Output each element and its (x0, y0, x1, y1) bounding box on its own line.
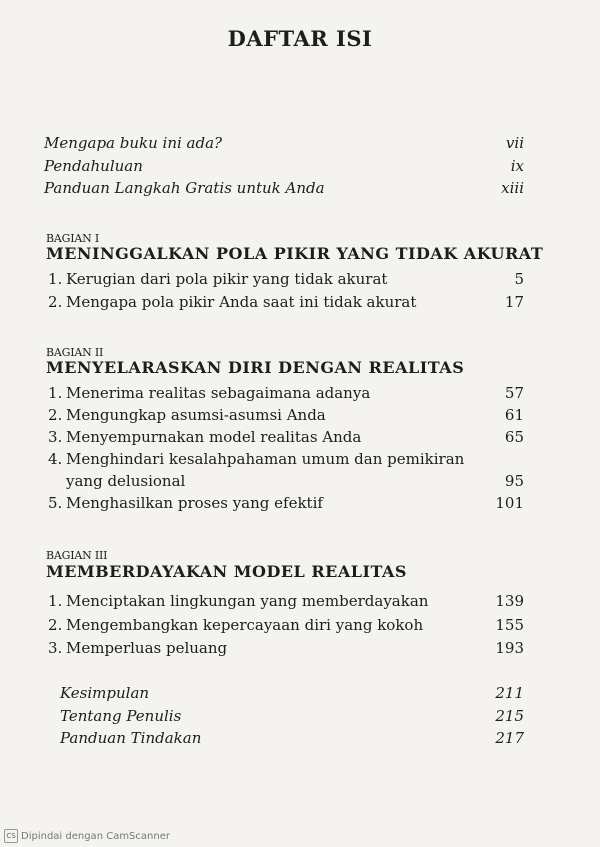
entry-label: Memperluas peluang (66, 639, 228, 657)
toc-entry-back-3 (0, 729, 600, 753)
entry-label: Mengungkap asumsi-asumsi Anda (66, 406, 326, 424)
entry-page: xiii (501, 179, 524, 197)
entry-page: vii (505, 134, 524, 152)
toc-entry-front-1 (0, 134, 600, 158)
entry-label: Menghindari kesalahpahaman umum dan pemikiran (66, 450, 465, 468)
entry-label: Kerugian dari pola pikir yang tidak akurat (66, 270, 388, 288)
entry-label: Menerima realitas sebagaimana adanya (66, 384, 371, 402)
toc-entry-chapter (0, 270, 600, 294)
toc-entry-chapter (0, 616, 600, 640)
entry-page: ix (510, 157, 524, 175)
toc-entry-front-3 (0, 179, 600, 203)
part-label-3: BAGIAN III (46, 549, 108, 562)
chapter-number: 4. (48, 450, 63, 468)
entry-label: Menyempurnakan model realitas Anda (66, 428, 362, 446)
toc-entry-chapter (0, 428, 600, 452)
toc-entry-chapter (0, 406, 600, 430)
chapter-number: 1. (48, 384, 63, 402)
entry-label: Panduan Tindakan (60, 729, 202, 747)
section-title-2: MENYELARASKAN DIRI DENGAN REALITAS (46, 358, 465, 377)
chapter-number: 2. (48, 406, 63, 424)
entry-page: 211 (495, 684, 524, 702)
entry-label: Tentang Penulis (60, 707, 182, 725)
part-label-2: BAGIAN II (46, 346, 104, 359)
chapter-number: 2. (48, 293, 63, 311)
entry-label: Menghasilkan proses yang efektif (66, 494, 323, 512)
chapter-number: 5. (48, 494, 63, 512)
toc-entry-back-2 (0, 707, 600, 731)
part-label-1: BAGIAN I (46, 232, 99, 245)
entry-page: 57 (504, 384, 524, 402)
toc-entry-chapter (0, 384, 600, 408)
chapter-number: 3. (48, 428, 63, 446)
page-title: DAFTAR ISI (227, 26, 373, 51)
toc-entry-chapter (0, 450, 600, 474)
section-title-3: MEMBERDAYAKAN MODEL REALITAS (46, 562, 407, 581)
entry-page: 65 (504, 428, 524, 446)
toc-entry-chapter (0, 293, 600, 317)
entry-page: 95 (504, 472, 524, 490)
toc-entry-chapter-continued (0, 472, 600, 496)
camscanner-logo-icon: CS (4, 829, 18, 843)
entry-label: Menciptakan lingkungan yang memberdayakan (66, 592, 429, 610)
chapter-number: 3. (48, 639, 63, 657)
watermark-text: Dipindai dengan CamScanner (21, 830, 170, 842)
entry-label: Mengapa buku ini ada? (44, 134, 223, 152)
entry-label: Mengapa pola pikir Anda saat ini tidak akurat (66, 293, 417, 311)
entry-page: 61 (504, 406, 524, 424)
entry-page: 5 (514, 270, 524, 288)
entry-label: Pendahuluan (44, 157, 143, 175)
entry-page: 217 (495, 729, 524, 747)
section-title-1: MENINGGALKAN POLA PIKIR YANG TIDAK AKURAT (46, 244, 544, 263)
entry-page: 139 (495, 592, 524, 610)
entry-page: 101 (495, 494, 524, 512)
entry-page: 215 (495, 707, 524, 725)
toc-entry-chapter (0, 639, 600, 663)
chapter-number: 1. (48, 592, 63, 610)
entry-label: Panduan Langkah Gratis untuk Anda (44, 179, 325, 197)
toc-entry-chapter (0, 494, 600, 518)
entry-page: 193 (495, 639, 524, 657)
toc-entry-back-1 (0, 684, 600, 708)
chapter-number: 1. (48, 270, 63, 288)
entry-label: Mengembangkan kepercayaan diri yang kokoh (66, 616, 424, 634)
entry-page: 17 (504, 293, 524, 311)
scanner-watermark (4, 829, 170, 843)
chapter-number: 2. (48, 616, 63, 634)
entry-page: 155 (495, 616, 524, 634)
toc-entry-chapter (0, 592, 600, 616)
entry-label-continued: yang delusional (66, 472, 186, 490)
toc-entry-front-2 (0, 157, 600, 181)
entry-label: Kesimpulan (60, 684, 150, 702)
